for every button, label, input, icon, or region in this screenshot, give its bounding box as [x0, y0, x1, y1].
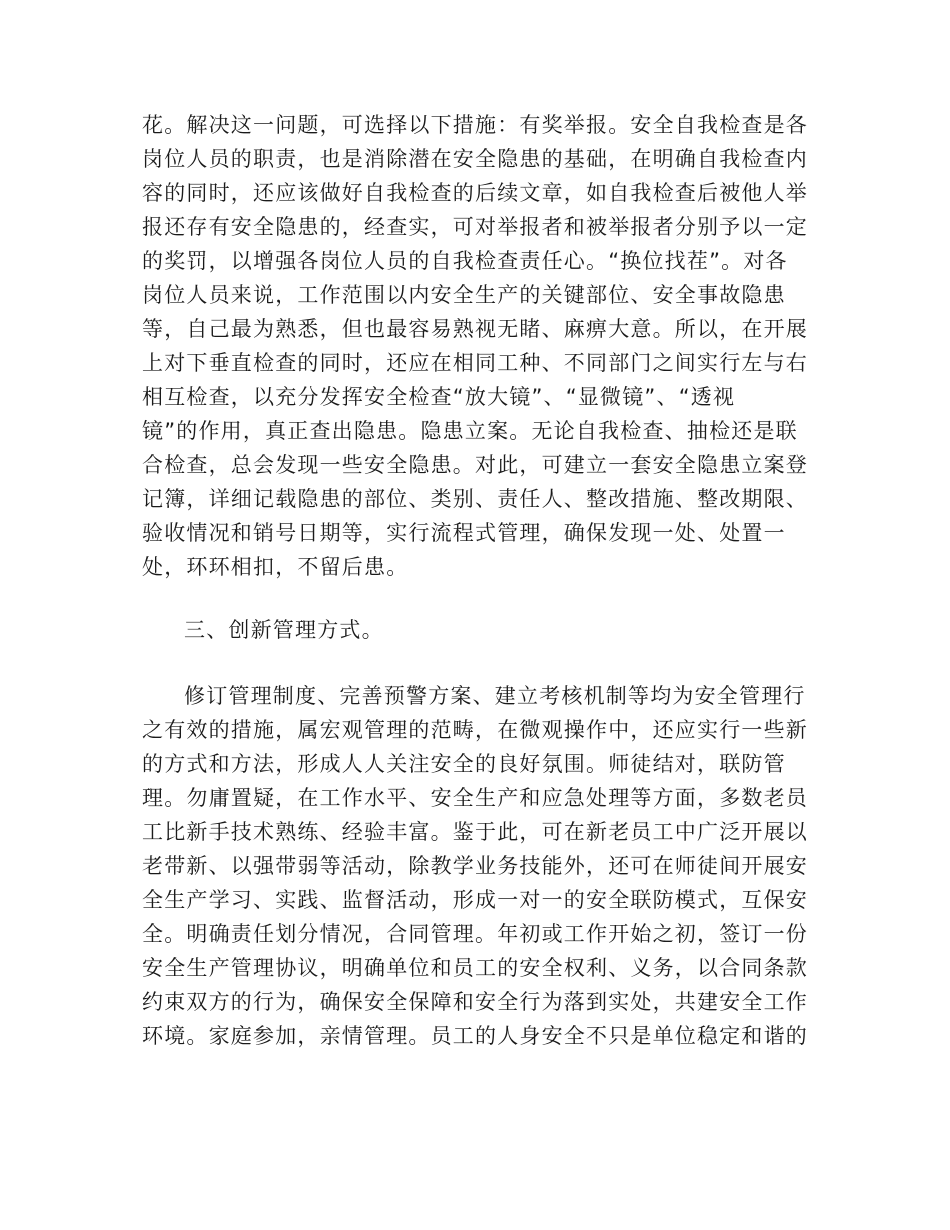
paragraph-2-line: 约束双方的行为，确保安全保障和安全行为落到实处，共建安全工作: [142, 990, 808, 1014]
paragraph-1-line: 记簿，详细记载隐患的部位、类别、责任人、整改措施、整改期限、: [142, 487, 808, 511]
paragraph-1-line: 岗位人员来说，工作范围以内安全生产的关键部位、安全事故隐患: [142, 283, 786, 307]
paragraph-2-line: 的方式和方法，形成人人关注安全的良好氛围。师徒结对，联防管: [142, 752, 786, 776]
paragraph-1-line: 处，环环相扣，不留后患。: [142, 555, 409, 579]
paragraph-2-line: 全。明确责任划分情况，合同管理。年初或工作开始之初，签订一份: [142, 922, 808, 946]
paragraph-1-line: 的奖罚，以增强各岗位人员的自我检查责任心。“换位找茬”。对各: [142, 249, 788, 273]
paragraph-1-line: 岗位人员的职责，也是消除潜在安全隐患的基础，在明确自我检查内: [142, 147, 808, 171]
paragraph-1-line: 花。解决这一问题，可选择以下措施：有奖举报。安全自我检查是各: [142, 113, 808, 137]
section-heading: 三、创新管理方式。: [184, 618, 384, 642]
paragraph-2-line: 工比新手技术熟练、经验丰富。鉴于此，可在新老员工中广泛开展以: [142, 820, 808, 844]
paragraph-2-line: 环境。家庭参加，亲情管理。员工的人身安全不只是单位稳定和谐的: [142, 1024, 808, 1048]
paragraph-2-line: 之有效的措施，属宏观管理的范畴，在微观操作中，还应实行一些新: [142, 718, 808, 742]
paragraph-1-line: 合检查，总会发现一些安全隐患。对此，可建立一套安全隐患立案登: [142, 453, 808, 477]
paragraph-2-line: 理。勿庸置疑，在工作水平、安全生产和应急处理等方面，多数老员: [142, 786, 808, 810]
paragraph-1-line: 报还存有安全隐患的，经查实，可对举报者和被举报者分别予以一定: [142, 215, 808, 239]
paragraph-1-line: 相互检查，以充分发挥安全检查“放大镜”、“显微镜”、“透视: [142, 385, 736, 409]
paragraph-1-line: 上对下垂直检查的同时，还应在相同工种、不同部门之间实行左与右: [142, 351, 808, 375]
paragraph-2-line: 全生产学习、实践、监督活动，形成一对一的安全联防模式，互保安: [142, 888, 808, 912]
paragraph-1-line: 容的同时，还应该做好自我检查的后续文章，如自我检查后被他人举: [142, 181, 808, 205]
paragraph-1-line: 验收情况和销号日期等，实行流程式管理，确保发现一处、处置一: [142, 521, 786, 545]
paragraph-2-line: 老带新、以强带弱等活动，除教学业务技能外，还可在师徒间开展安: [142, 854, 808, 878]
paragraph-2-line: 修订管理制度、完善预警方案、建立考核机制等均为安全管理行: [184, 684, 806, 708]
paragraph-1-line: 等，自己最为熟悉，但也最容易熟视无睹、麻痹大意。所以，在开展: [142, 317, 808, 341]
paragraph-1-line: 镜”的作用，真正查出隐患。隐患立案。无论自我检查、抽检还是联: [142, 419, 798, 443]
paragraph-2-line: 安全生产管理协议，明确单位和员工的安全权利、义务，以合同条款: [142, 956, 808, 980]
